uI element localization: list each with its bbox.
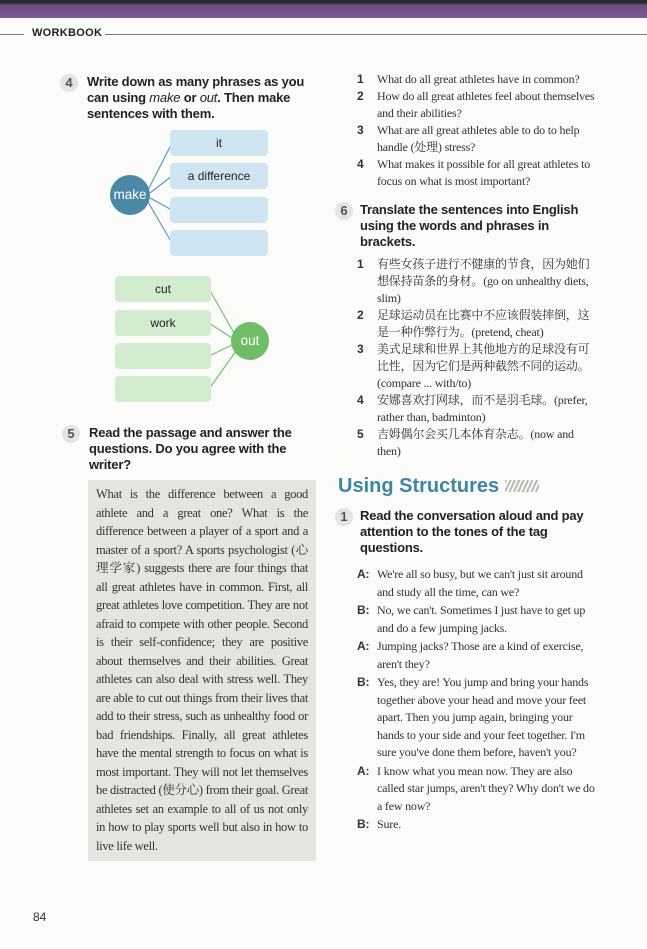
page-number: 84 (33, 910, 47, 924)
dialogue-line: B: Yes, they are! You jump and bring your hands together above your head and move your feet apart. Then you jump again, bringing your hands to your side and your feet together. I'm sure you've done them before, haven't you? (357, 675, 589, 759)
exercise-5 (62, 425, 324, 473)
exercise-title: Translate the sentences into English using the words and phrases in brackets. (360, 202, 579, 249)
translation-list (357, 256, 595, 460)
conversation (357, 566, 597, 835)
out-box[interactable] (115, 343, 211, 369)
section-heading-row (338, 474, 600, 498)
dialogue-line: B: Sure. (357, 817, 401, 831)
out-box[interactable] (115, 376, 211, 402)
right-column (335, 71, 600, 835)
exercise-number: 4 (60, 74, 78, 92)
question-item: 2 How do all great athletes feel about themselves and their abilities? (357, 89, 595, 120)
section-label: WORKBOOK (32, 27, 103, 39)
section-heading: Using Structures (338, 475, 500, 497)
translation-item: 3 美式足球和世界上其他地方的足球没有可比性，因为它们是两种截然不同的运动。(compare ... with/to) (357, 342, 590, 390)
exercise-number: 5 (62, 425, 80, 443)
question-list (357, 71, 597, 190)
make-box[interactable] (170, 197, 268, 223)
question-item: 4 What makes it possible for all great athletes to focus on what is most important? (357, 157, 590, 188)
exercise-number: 6 (335, 202, 353, 220)
translation-item: 5 吉姆偶尔会买几本体育杂志。(now and then) (357, 427, 574, 458)
question-item: 3 What are all great athletes able to do to help handle (处理) stress? (357, 123, 580, 154)
translation-item: 4 安娜喜欢打网球，而不是羽毛球。(prefer, rather than, badminton) (357, 393, 588, 424)
translation-item: 1 有些女孩子进行不健康的节食，因为她们想保持苗条的身材。(go on unhealthy diets, slim) (357, 257, 590, 305)
exercise-title: Read the conversation aloud and pay attention to the tones of the tag questions. (360, 508, 584, 555)
structures-exercise-1 (335, 508, 600, 556)
heading-stripes (505, 480, 539, 492)
exercise-title: Write down as many phrases as you can using make or out. Then make sentences with them. (87, 74, 305, 121)
translation-item: 2 足球运动员在比赛中不应该假装摔倒，这是一种作弊行为。(pretend, cheat) (357, 308, 590, 339)
exercise-title: Read the passage and answer the questions. Do you agree with the writer? (89, 425, 292, 472)
dialogue-line: A: Jumping jacks? Those are a kind of exercise, aren't they? (357, 639, 584, 671)
out-circle: out (231, 322, 269, 360)
dialogue-line: B: No, we can't. Sometimes I just have to get up and do a few jumping jacks. (357, 603, 586, 635)
make-box[interactable] (170, 230, 268, 256)
out-box[interactable]: work (115, 310, 211, 336)
exercise-6 (335, 202, 600, 250)
make-circle: make (110, 175, 150, 215)
make-box[interactable]: it (170, 130, 268, 156)
exercise-number: 1 (335, 508, 353, 526)
out-box[interactable]: cut (115, 276, 211, 302)
dialogue-line: A: I know what you mean now. They are also called star jumps, aren't they? Why don't we do a few now? (357, 763, 595, 813)
reading-passage: What is the difference between a good athlete and a great one? What is the difference between a player of a sport and a master of a sport? A sports psychologist (心理学家) suggests there are four things that all great athletes have in common. First, all great athletes love competition. They are not afraid to compete with other people. Second is their self-confidence; they are positive about themselves and their abilities. Great athletes can also deal with stress well. They are able to cut out things from their lives that add to their stress, such as unhealthy food or bad friendships. Finally, all great athletes have the mental strength to focus on what is most important. They will not let themselves be distracted (使分心) from their goal. Great athletes set an example to all of us not only in how to play sports well but also in how to live life well. (88, 480, 316, 861)
dialogue-line: A: We're all so busy, but we can't just sit around and study all the time, can we? (357, 567, 583, 599)
make-box[interactable]: a difference (170, 163, 268, 189)
question-item: 1 What do all great athletes have in common? (357, 72, 580, 86)
